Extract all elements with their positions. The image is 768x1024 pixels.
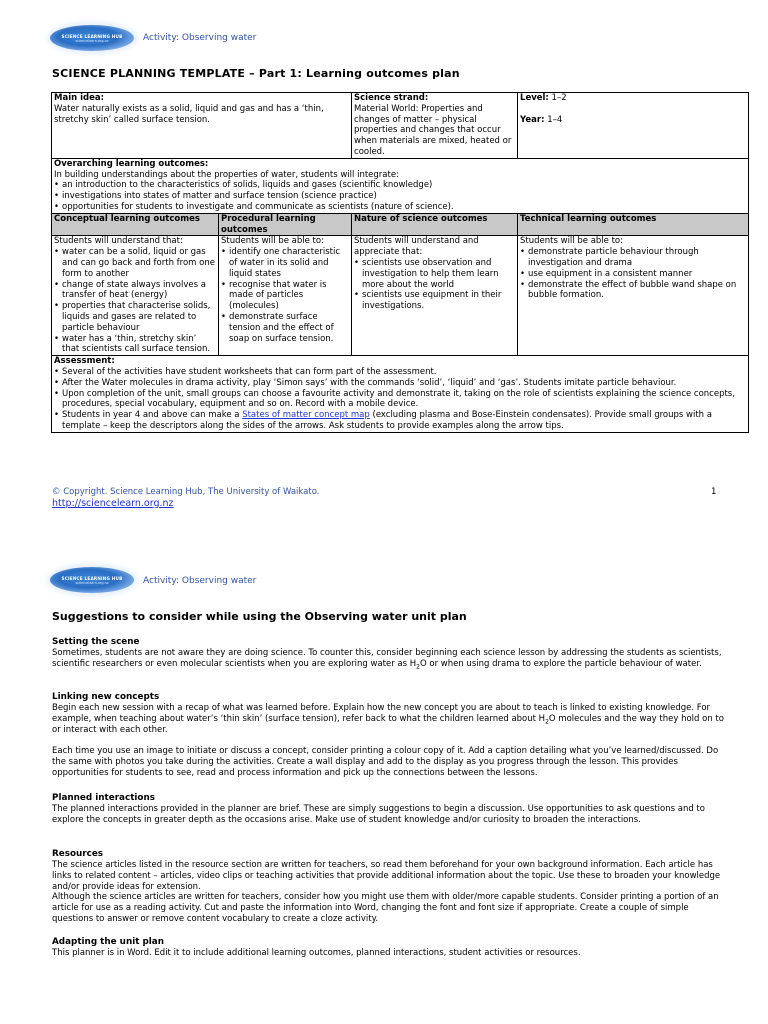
planning-table [51, 92, 749, 433]
list-item: • Several of the activities have student worksheets that can form part of the assessment. [54, 367, 746, 378]
conceptual-intro: Students will understand that: [54, 236, 183, 247]
linking-new-concepts-section [52, 692, 724, 779]
overarching-list [54, 180, 746, 212]
header-technical: Technical learning outcomes [518, 213, 749, 236]
list-item: • change of state always involves a transfer of heat (energy) [54, 280, 216, 302]
main-idea-label: Main idea: [54, 93, 105, 103]
footer-url-link[interactable]: http://sciencelearn.org.nz [52, 498, 174, 509]
procedural-outcomes-cell [219, 236, 352, 356]
list-item: • investigations into states of matter and surface tension (science practice) [54, 191, 746, 202]
section-heading: Linking new concepts [52, 692, 160, 702]
main-idea-cell [52, 93, 352, 159]
science-strand-label: Science strand: [354, 93, 429, 103]
science-strand-cell [352, 93, 518, 159]
overarching-outcomes-cell [52, 158, 749, 213]
science-learning-hub-logo: SCIENCE LEARNING HUB sciencelearn.org.nz [50, 567, 134, 593]
nature-of-science-cell [352, 236, 518, 356]
main-idea-text: Water naturally exists as a solid, liquid and gas and has a ‘thin, stretchy skin’ called surface tension. [54, 103, 324, 125]
list-item: • scientists use observation and investigation to help them learn more about the world [354, 258, 515, 290]
level-value: 1–2 [548, 93, 567, 103]
list-item: • After the Water molecules in drama activity, play ‘Simon says’ with the commands ‘solid’, ‘liquid’ and ‘gas’. Students imitate particle behaviour. [54, 378, 746, 389]
section-heading: Setting the scene [52, 637, 140, 647]
list-item: • opportunities for students to investigate and communicate as scientists (nature of science). [54, 202, 746, 213]
list-item: • scientists use equipment in their investigations. [354, 290, 515, 312]
assessment-cell [52, 356, 749, 433]
section-text: This planner is in Word. Edit it to include additional learning outcomes, planned interactions, student activities or resources. [52, 948, 581, 958]
list-item: • water has a ‘thin, stretchy skin’ that scientists call surface tension. [54, 334, 216, 356]
section-heading: Planned interactions [52, 793, 155, 803]
header-procedural: Procedural learning outcomes [219, 213, 352, 236]
year-label: Year: [520, 114, 545, 125]
year-value: 1–4 [544, 114, 563, 125]
header-conceptual: Conceptual learning outcomes [52, 213, 219, 236]
procedural-intro: Students will be able to: [221, 236, 324, 247]
page-title: SCIENCE PLANNING TEMPLATE – Part 1: Learning outcomes plan [52, 67, 460, 80]
list-item: • Students in year 4 and above can make a States of matter concept map (excluding plasma and Bose-Einstein condensates). Provide small groups with a template – keep the descriptors along the sides of the arrows. Ask students to provide examples along the arrow tips. [54, 410, 746, 432]
list-item: • demonstrate particle behaviour through investigation and drama [520, 247, 746, 269]
list-item: • an introduction to the characteristics of solids, liquids and gases (scientific knowledge) [54, 180, 746, 191]
level-year-cell [518, 93, 749, 159]
list-item: • recognise that water is made of particles (molecules) [221, 280, 349, 312]
activity-header-label: Activity: Observing water [143, 576, 257, 586]
footer-copyright: © Copyright. Science Learning Hub, The University of Waikato. [52, 487, 320, 497]
technical-outcomes-cell [518, 236, 749, 356]
section-heading: Resources [52, 849, 104, 859]
assessment-label: Assessment: [54, 356, 115, 367]
list-item: • identify one characteristic of water in its solid and liquid states [221, 247, 349, 279]
list-item: • properties that characterise solids, liquids and gases are related to particle behaviour [54, 301, 216, 333]
suggestions-title: Suggestions to consider while using the Observing water unit plan [52, 610, 467, 623]
section-text: The science articles listed in the resource section are written for teachers, so read them beforehand for your own background information. Each article has links to related content – articles, video clips or teaching activities that provide additional information about the topic. Use these to broaden your knowledge and/or provide ideas for extension. [52, 860, 721, 892]
planned-interactions-section [52, 793, 724, 826]
list-item: • water can be a solid, liquid or gas and can go back and forth from one form to another [54, 247, 216, 279]
list-item: • demonstrate surface tension and the effect of soap on surface tension. [221, 312, 349, 344]
concept-map-link[interactable]: States of matter concept map [242, 410, 370, 421]
overarching-label: Overarching learning outcomes: [54, 158, 209, 169]
section-text: Begin each new session with a recap of what was learned before. Explain how the new concept you are about to teach is linked to existing knowledge. For example, when teaching about water’s ‘thin skin’ (surface tension), refer back to what the children learned about $H_2O$ molecules and the way they hold on to or interact with each other. [52, 703, 724, 735]
section-text: The planned interactions provided in the planner are brief. These are simply suggestions to begin a discussion. Use opportunities to ask questions and to explore the concepts in greater depth as the occasions arise. Make use of student knowledge and/or curiosity to broaden the interactions. [52, 804, 705, 825]
science-learning-hub-logo: SCIENCE LEARNING HUB sciencelearn.org.nz [50, 25, 134, 51]
section-text: Each time you use an image to initiate or discuss a concept, consider printing a colour copy of it. Add a caption detailing what you’ve learned/discussed. Do the same with photos you take during the activities. Create a wall display and add to the display as you progress through the lesson. This provides opportunities for students to see, read and process information and pick up the connections between the lessons. [52, 746, 719, 778]
section-text: Although the science articles are written for teachers, consider how you might use them with older/more capable students. Consider printing a portion of an article for use as a reading activity. Cut and paste the information into Word, changing the font and font size if appropriate. Create a couple of simple questions to answer or remove content vocabulary to create a cloze activity. [52, 892, 719, 924]
setting-the-scene-section [52, 637, 724, 670]
page-number: 1 [711, 487, 717, 497]
nature-intro: Students will understand and appreciate that: [354, 236, 479, 258]
section-heading: Adapting the unit plan [52, 937, 164, 947]
section-text: Sometimes, students are not aware they are doing science. To counter this, consider beginning each science lesson by addressing the students as scientists, scientific researchers or even molecular scientists when you are exploring water as $H_2O$ or when using drama to explore the particle behaviour of water. [52, 648, 722, 671]
resources-section [52, 849, 724, 925]
list-item: • use equipment in a consistent manner [520, 269, 746, 280]
overarching-intro: In building understandings about the properties of water, students will integrate: [54, 169, 399, 180]
list-item: • Upon completion of the unit, small groups can choose a favourite activity and demonstrate it, taking on the role of scientists explaining the science concepts, procedures, special vocabulary, equipment and so on. Record with a mobile device. [54, 389, 746, 411]
science-strand-text: Material World: Properties and changes of matter – physical properties and changes that occur when materials are mixed, heated or cooled. [354, 103, 512, 157]
list-item: • demonstrate the effect of bubble wand shape on bubble formation. [520, 280, 746, 302]
level-label: Level: [520, 93, 549, 103]
conceptual-outcomes-cell [52, 236, 219, 356]
header-nature-of-science: Nature of science outcomes [352, 213, 518, 236]
technical-intro: Students will be able to: [520, 236, 623, 247]
adapting-unit-plan-section [52, 937, 724, 959]
activity-header-label: Activity: Observing water [143, 33, 257, 43]
